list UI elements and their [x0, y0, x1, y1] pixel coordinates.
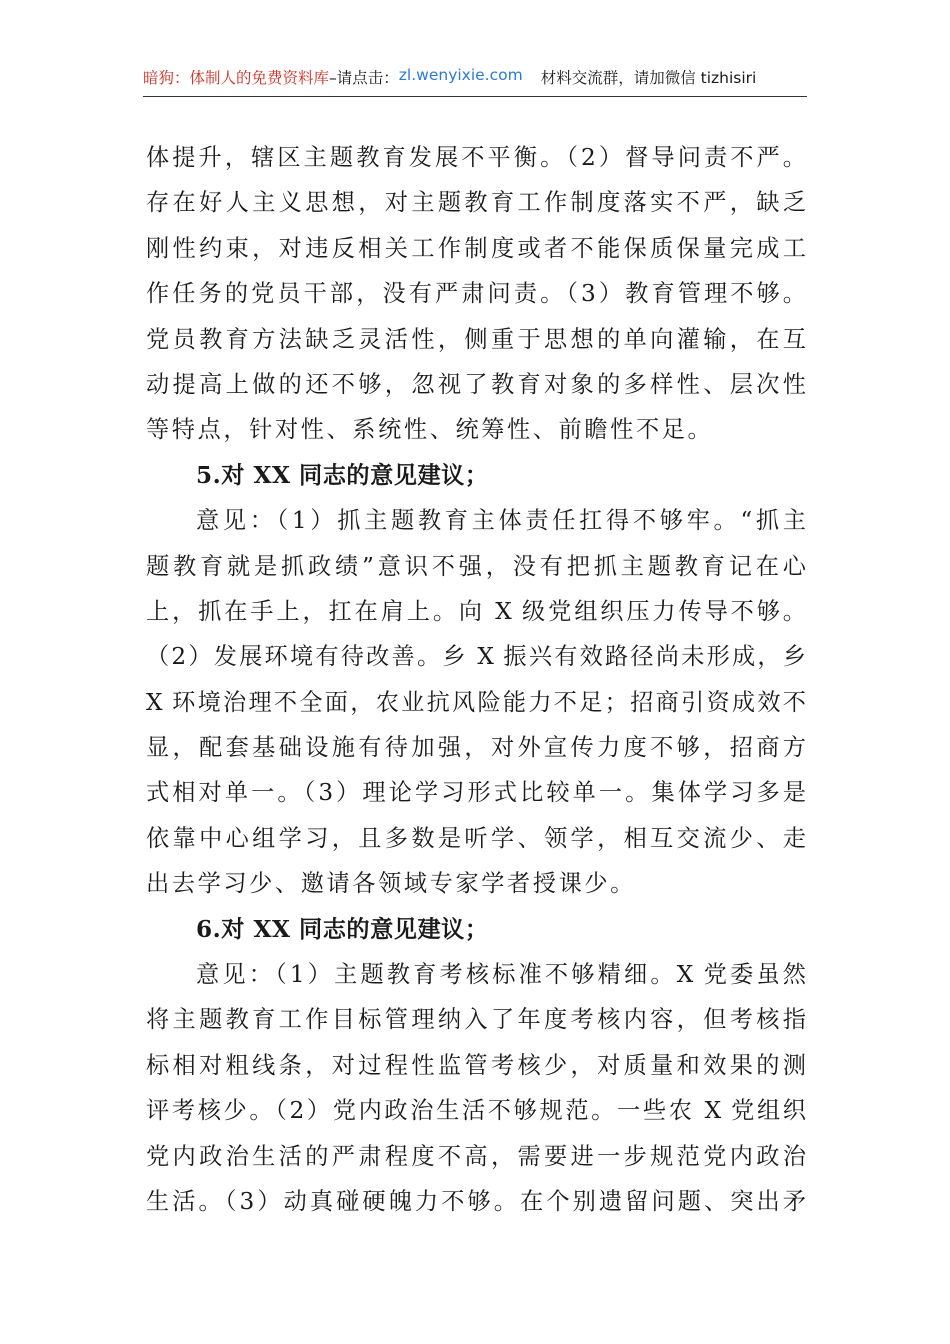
- body-line: （2）发展环境有待改善。乡 X 振兴有效路径尚未形成，乡: [146, 643, 806, 671]
- body-line: 作任务的党员干部，没有严肃问责。（3）教育管理不够。: [146, 280, 806, 308]
- body-line: 出去学习少、邀请各领域专家学者授课少。: [146, 870, 636, 898]
- body-line: X 环境治理不全面，农业抗风险能力不足；招商引资成效不: [146, 688, 806, 716]
- header-url-link[interactable]: zl.wenyixie.com: [398, 66, 523, 84]
- header-wechat-note: 材料交流群，请加微信 tizhisiri: [540, 69, 757, 87]
- page-header: [143, 66, 807, 97]
- body-line: 生活。（3）动真碰硬魄力不够。在个别遗留问题、突出矛: [146, 1187, 806, 1215]
- body-line: 刚性约束，对违反相关工作制度或者不能保质保量完成工: [146, 234, 806, 262]
- body-line: 标相对粗线条，对过程性监管考核少，对质量和效果的测: [146, 1051, 806, 1079]
- body-line: 题教育就是抓政绩”意识不强，没有把抓主题教育记在心: [146, 552, 806, 580]
- body-line: 体提升，辖区主题教育发展不平衡。（2）督导问责不严。: [146, 144, 806, 171]
- body-line: 存在好人主义思想，对主题教育工作制度落实不严，缺乏: [146, 189, 806, 217]
- section-heading-5: 5.对 XX 同志的意见建议；: [196, 461, 489, 489]
- header-site-name: 暗狗：体制人的免费资料库: [143, 69, 330, 87]
- section-heading-6: 6.对 XX 同志的意见建议；: [196, 915, 489, 943]
- body-line: 评考核少。（2）党内政治生活不够规范。一些农 X 党组织: [146, 1097, 806, 1125]
- body-line: 党内政治生活的严肃程度不高，需要进一步规范党内政治: [146, 1142, 806, 1170]
- body-line: 等特点，针对性、系统性、统筹性、前瞻性不足。: [146, 416, 714, 444]
- body-line: 意见：（1）主题教育考核标准不够精细。X 党委虽然: [196, 961, 806, 989]
- header-link-prefix: –请点击：: [329, 69, 399, 87]
- body-line: 上，抓在手上，扛在肩上。向 X 级党组织压力传导不够。: [146, 597, 806, 625]
- body-line: 动提高上做的还不够，忽视了教育对象的多样性、层次性: [146, 370, 806, 398]
- body-line: 党员教育方法缺乏灵活性，侧重于思想的单向灌输，在互: [146, 325, 806, 353]
- body-line: 式相对单一。（3）理论学习形式比较单一。集体学习多是: [146, 779, 806, 807]
- document-body: [146, 135, 806, 1224]
- body-line: 显，配套基础设施有待加强，对外宣传力度不够，招商方: [146, 734, 806, 762]
- body-line: 意见：（1）抓主题教育主体责任扛得不够牢。“抓主: [196, 507, 806, 535]
- body-line: 将主题教育工作目标管理纳入了年度考核内容，但考核指: [146, 1006, 806, 1034]
- body-line: 依靠中心组学习，且多数是听学、领学，相互交流少、走: [146, 824, 806, 852]
